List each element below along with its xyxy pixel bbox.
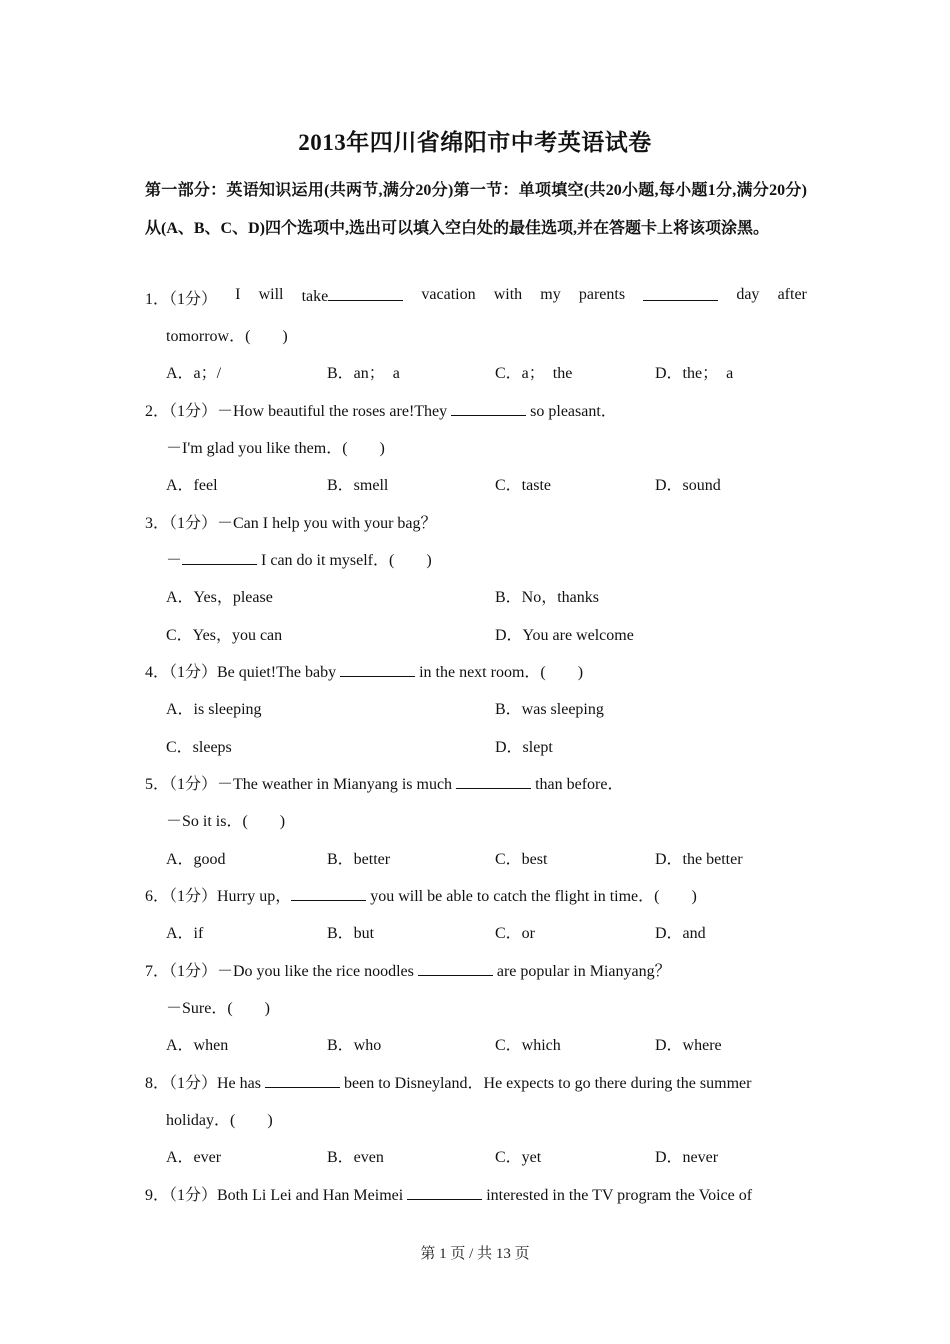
answer-blank <box>407 1185 482 1200</box>
option-b: B．who <box>327 1037 382 1054</box>
word: I <box>235 286 241 303</box>
option-c: C．yet <box>495 1149 542 1166</box>
question-1-line-2: tomorrow．( ) <box>166 328 288 345</box>
answer-blank <box>451 401 526 416</box>
option-c: C．a； the <box>495 365 573 382</box>
option-d: D．where <box>655 1037 722 1054</box>
word: with <box>493 286 523 303</box>
option-d: D．never <box>655 1149 719 1166</box>
question-number: 1．（1分） <box>145 291 218 308</box>
word: vacation <box>421 286 476 303</box>
answer-blank <box>418 961 493 976</box>
option-d: D．sound <box>655 477 721 494</box>
option-a: A．Yes，please <box>166 589 273 606</box>
answer-blank <box>643 286 718 301</box>
question-5-line-2: －So it is．( ) <box>166 813 286 830</box>
option-d: D．slept <box>495 739 553 756</box>
option-d: D．You are welcome <box>495 627 634 644</box>
option-b: B．smell <box>327 477 389 494</box>
option-b: B．even <box>327 1149 384 1166</box>
option-c: C．taste <box>495 477 551 494</box>
word: day <box>736 286 760 303</box>
option-b: B．was sleeping <box>495 701 604 718</box>
question-6-line-1: 6．（1分）Hurry up， you will be able to catch the flight in time．( ) <box>145 888 697 905</box>
option-c: C．Yes，you can <box>166 627 283 644</box>
word: take <box>302 286 404 309</box>
question-8-line-2: holiday．( ) <box>166 1112 273 1129</box>
question-8-line-1: 8．（1分）He has been to Disneyland．He expects to go there during the summer <box>145 1075 752 1092</box>
answer-blank <box>456 774 531 789</box>
option-d: D．the； a <box>655 365 734 382</box>
word: parents <box>578 286 626 303</box>
word: after <box>777 286 807 303</box>
option-a: A．good <box>166 851 226 868</box>
option-a: A．a；/ <box>166 365 222 382</box>
option-b: B．but <box>327 925 375 942</box>
question-3-line-1: 3．（1分）－Can I help you with your bag？ <box>145 515 437 532</box>
option-c: C．or <box>495 925 536 942</box>
word: my <box>540 286 561 303</box>
option-d: D．the better <box>655 851 743 868</box>
option-a: A．if <box>166 925 204 942</box>
option-a: A．is sleeping <box>166 701 262 718</box>
option-c: C．which <box>495 1037 561 1054</box>
option-a: A．ever <box>166 1149 222 1166</box>
question-3-line-2: － I can do it myself．( ) <box>166 552 432 569</box>
question-7-line-2: －Sure．( ) <box>166 1000 270 1017</box>
question-5-line-1: 5．（1分）－The weather in Mianyang is much than before． <box>145 776 624 793</box>
option-c: C．best <box>495 851 548 868</box>
answer-blank <box>328 286 403 301</box>
option-a: A．when <box>166 1037 229 1054</box>
section-instructions: 第一部分：英语知识运用(共两节,满分20分)第一节：单项填空(共20小题,每小题1分,满分20分)从(A、B、C、D)四个选项中,选出可以填入空白处的最佳选项,并在答题卡上将该项涂黑。 <box>145 182 807 237</box>
option-a: A．feel <box>166 477 218 494</box>
word: will <box>258 286 284 303</box>
question-2-line-2: －I'm glad you like them．( ) <box>166 440 385 457</box>
option-b: B．No，thanks <box>495 589 600 606</box>
question-1-line-1 <box>145 286 807 309</box>
option-b: B．better <box>327 851 391 868</box>
exam-title: 2013年四川省绵阳市中考英语试卷 <box>298 130 652 155</box>
answer-blank <box>182 550 257 565</box>
option-b: B．an； a <box>327 365 400 382</box>
page-footer: 第 1 页 / 共 13 页 <box>420 1246 530 1262</box>
question-7-line-1: 7．（1分）－Do you like the rice noodles are popular in Mianyang？ <box>145 963 671 980</box>
question-2-line-1: 2．（1分）－How beautiful the roses are!They so pleasant． <box>145 403 617 420</box>
answer-blank <box>265 1073 340 1088</box>
answer-blank <box>340 662 415 677</box>
answer-blank <box>291 886 366 901</box>
option-d: D．and <box>655 925 706 942</box>
option-c: C．sleeps <box>166 739 232 756</box>
question-9-line-1: 9．（1分）Both Li Lei and Han Meimei interested in the TV program the Voice of <box>145 1187 753 1204</box>
question-4-line-1: 4．（1分）Be quiet!The baby in the next room．( ) <box>145 664 584 681</box>
